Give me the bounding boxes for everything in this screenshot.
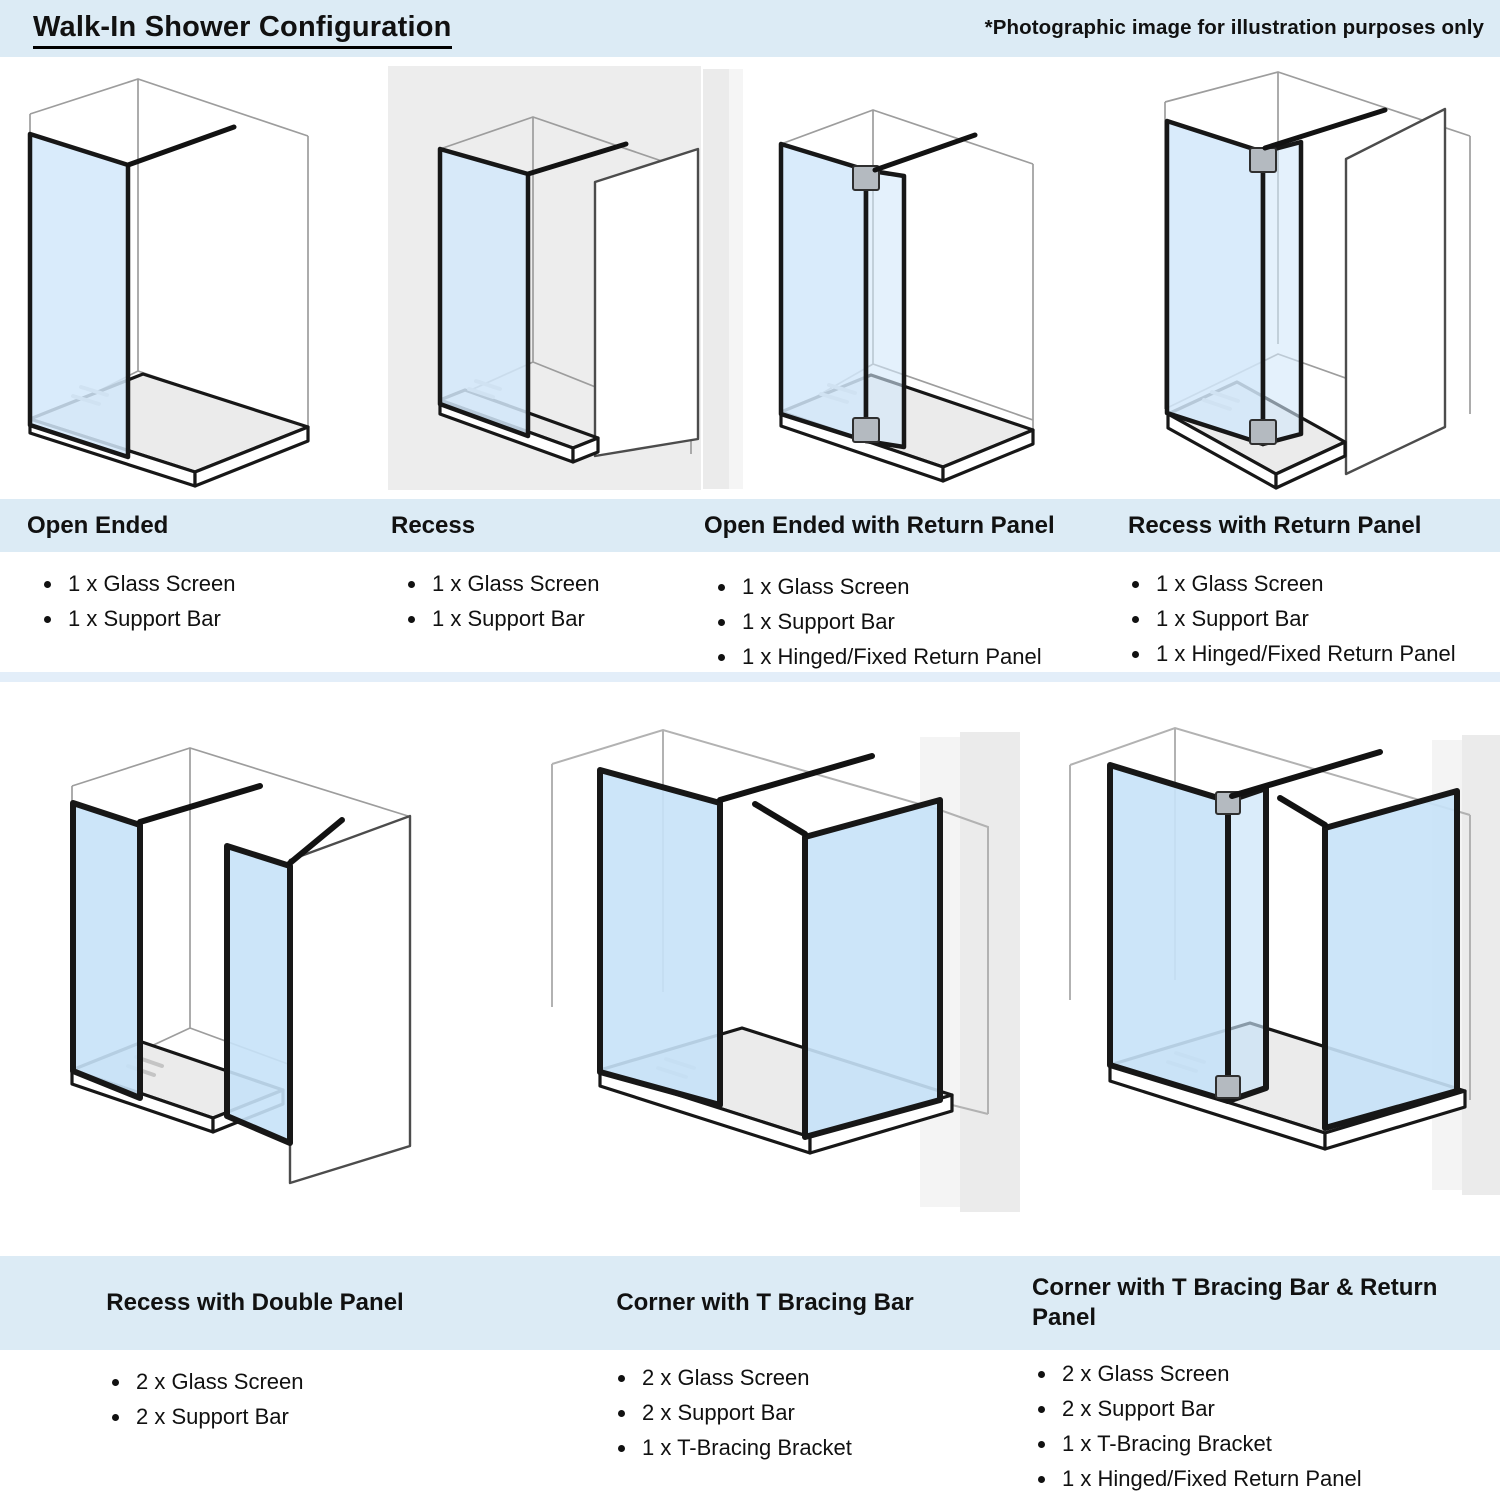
diagram-open-ended-with-return-panel: [703, 64, 1103, 494]
list-item: • 2 x Glass Screen: [638, 1364, 852, 1391]
config-title-recess-with-double-panel: Recess with Double Panel: [106, 1289, 404, 1316]
component-list-recess-with-return-panel: [1122, 570, 1456, 675]
list-item: • 2 x Glass Screen: [132, 1368, 304, 1395]
list-item: • 1 x Support Bar: [1152, 605, 1456, 632]
list-item: • 1 x Hinged/Fixed Return Panel: [738, 643, 1042, 670]
config-title-recess-with-return-panel: Recess with Return Panel: [1128, 511, 1422, 539]
list-item: • 1 x Hinged/Fixed Return Panel: [1152, 640, 1456, 667]
list-item: • 1 x Glass Screen: [1152, 570, 1456, 597]
diagram-open-ended: [18, 66, 338, 496]
page-title: Walk-In Shower Configuration: [33, 11, 452, 49]
config-title-recess: Recess: [391, 511, 476, 539]
config-title-open-ended-with-return-panel: Open Ended with Return Panel: [704, 511, 1055, 539]
config-title-corner-with-t-bracing-bar-and-return-panel: Corner with T Bracing Bar & Return Panel: [1032, 1274, 1438, 1331]
list-item: • 2 x Support Bar: [1058, 1395, 1362, 1422]
component-list-corner-with-t-bracing-bar: [608, 1364, 852, 1469]
list-item: • 1 x Support Bar: [64, 605, 236, 632]
component-list-open-ended: [34, 570, 236, 640]
diagram-corner-with-t-bracing-bar: [520, 682, 1020, 1262]
diagram-corner-with-t-bracing-bar-and-return-panel: [1040, 680, 1500, 1260]
list-item: • 1 x Glass Screen: [428, 570, 600, 597]
diagram-recess-with-return-panel: [1108, 64, 1488, 494]
component-list-recess: [398, 570, 600, 640]
component-list-open-ended-with-return-panel: [708, 573, 1042, 678]
component-list-recess-with-double-panel: [102, 1368, 304, 1438]
list-item: • 1 x Glass Screen: [64, 570, 236, 597]
list-item: • 2 x Glass Screen: [1058, 1360, 1362, 1387]
config-title-corner-with-t-bracing-bar: Corner with T Bracing Bar: [616, 1289, 914, 1316]
list-item: • 1 x Hinged/Fixed Return Panel: [1058, 1465, 1362, 1492]
list-item: • 1 x Glass Screen: [738, 573, 1042, 600]
component-list-corner-with-t-bracing-bar-and-return-panel: [1028, 1360, 1362, 1500]
list-item: • 2 x Support Bar: [132, 1403, 304, 1430]
diagram-recess: [373, 64, 703, 494]
config-title-open-ended: Open Ended: [27, 511, 169, 539]
photographic-disclaimer: *Photographic image for illustration purposes only: [984, 16, 1484, 39]
list-item: • 1 x T-Bracing Bracket: [638, 1434, 852, 1461]
list-item: • 2 x Support Bar: [638, 1399, 852, 1426]
list-item: • 1 x Support Bar: [738, 608, 1042, 635]
list-item: • 1 x Support Bar: [428, 605, 600, 632]
list-item: • 1 x T-Bracing Bracket: [1058, 1430, 1362, 1457]
diagram-recess-with-double-panel: [20, 698, 480, 1258]
